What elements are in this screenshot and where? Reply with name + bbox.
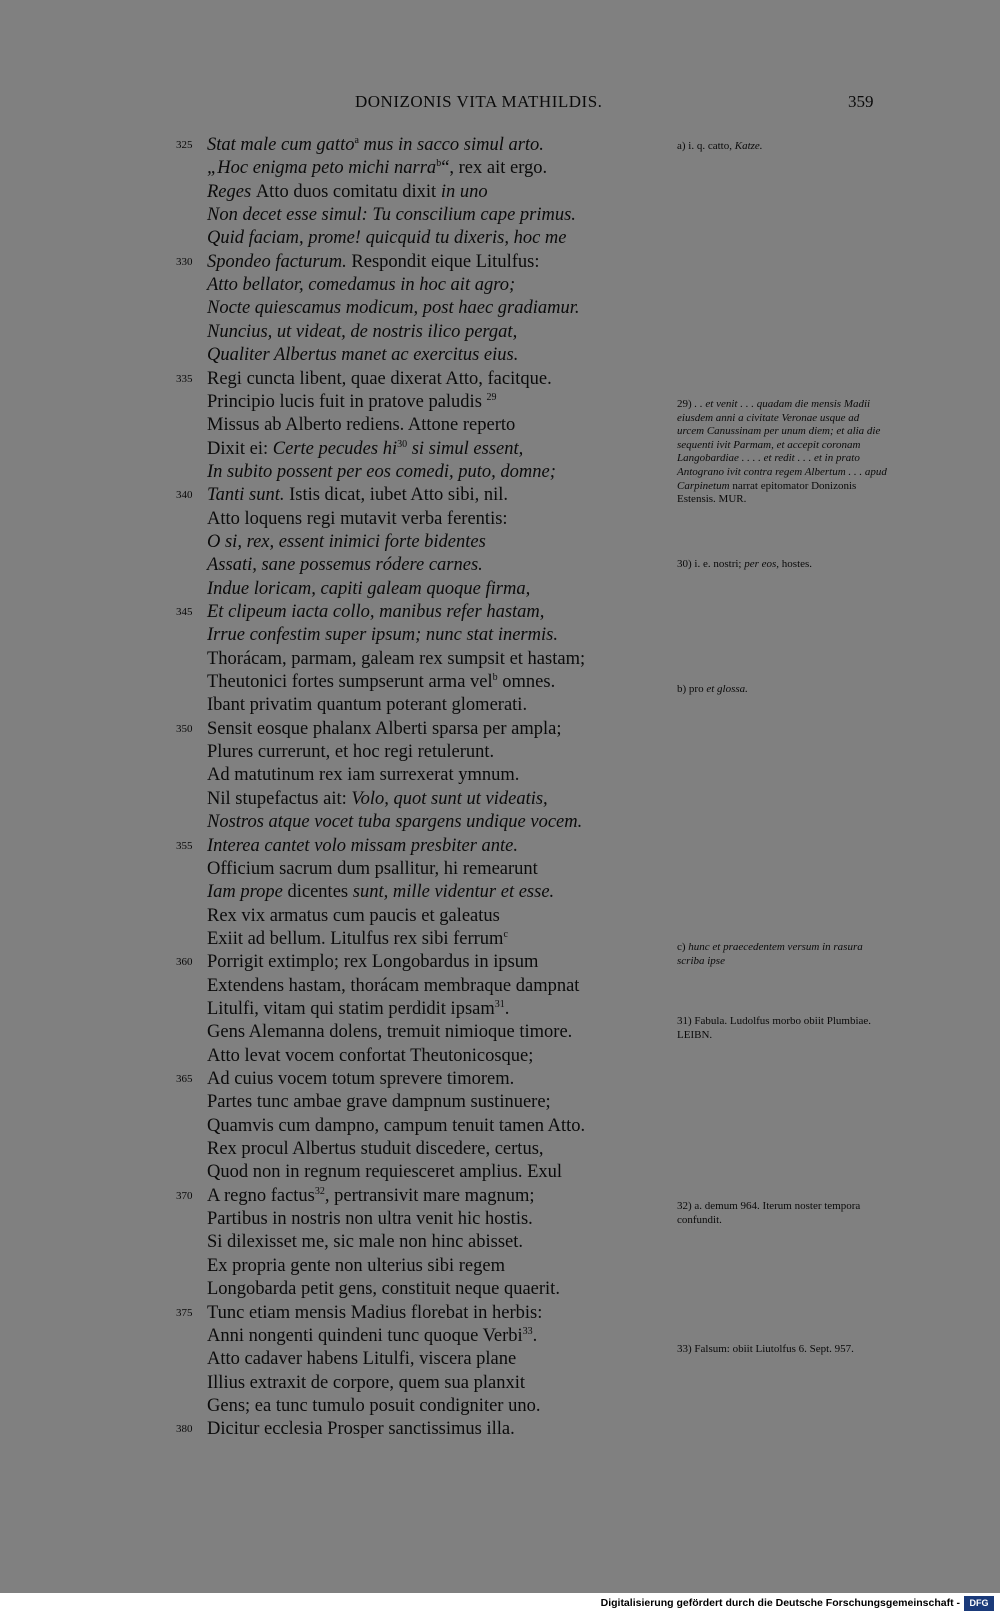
verse-line bbox=[0, 414, 660, 438]
verse-text: Iam prope dicentes sunt, mille videntur et esse. bbox=[207, 882, 555, 903]
verse-line bbox=[0, 391, 660, 415]
verse-line bbox=[0, 1045, 660, 1069]
line-number: 350 bbox=[176, 722, 193, 735]
verse-line bbox=[0, 811, 660, 835]
verse-text: Spondeo facturum. Respondit eique Litulfus: bbox=[207, 251, 540, 272]
verse-line bbox=[0, 344, 660, 368]
verse-text: Theutonici fortes sumpserunt arma vel$^b$ omnes. bbox=[207, 671, 556, 693]
footnote: c) hunc et praecedentem versum in rasura scriba ipse bbox=[677, 941, 863, 967]
verse-line bbox=[0, 1325, 660, 1349]
verse-text: Stat male cum gatto$^a$ mus in sacco simul arto. bbox=[207, 134, 544, 155]
verse-line bbox=[0, 204, 660, 228]
line-number: 330 bbox=[176, 255, 193, 268]
verse-text: Quod non in regnum requiesceret amplius. Exul bbox=[207, 1162, 563, 1183]
verse-text: Atto levat vocem confortat Theutonicosque; bbox=[207, 1045, 534, 1066]
footnote: 29) . . et venit . . . quadam die mensis Madii eiusdem anni a civitate Veronae usque ad urcem Canussinam per unum diem; et alia die sequenti ivit Parmam, et accepit coronam Langobardiae . . . . et redit . . . et in prato Antograno ivit contra regem Albertum . . . apud Carpinetum narrat epitomator Donizonis Estensis. MUR. bbox=[677, 398, 887, 506]
verse-text: Si dilexisset me, sic male non hinc abisset. bbox=[207, 1232, 523, 1253]
verse-line bbox=[0, 461, 660, 485]
verse-line bbox=[0, 274, 660, 298]
footnote: b) pro et glossa. bbox=[677, 683, 748, 695]
verse-line bbox=[0, 1418, 660, 1442]
verse-text: Ad matutinum rex iam surrexerat ymnum. bbox=[207, 765, 520, 786]
verse-text: Irrue confestim super ipsum; nunc stat inermis. bbox=[207, 625, 558, 646]
verse-text: Nil stupefactus ait: Volo, quot sunt ut videatis, bbox=[207, 788, 548, 809]
verse-line bbox=[0, 181, 660, 205]
verse-text: Regi cuncta libent, quae dixerat Atto, facitque. bbox=[207, 368, 552, 389]
verse-text: In subito possent per eos comedi, puto, domne; bbox=[207, 461, 556, 482]
verse-line bbox=[0, 227, 660, 251]
verse-line bbox=[0, 134, 660, 158]
line-number: 345 bbox=[176, 606, 193, 618]
verse-text: Quid faciam, prome! quicquid tu dixeris, hoc me bbox=[207, 228, 567, 249]
line-number: 325 bbox=[176, 139, 193, 151]
verse-line bbox=[0, 321, 660, 345]
verse-text: Plures currerunt, et hoc regi retulerunt. bbox=[207, 742, 495, 763]
verse-text: Tanti sunt. Istis dicat, iubet Atto sibi, nil. bbox=[207, 485, 509, 506]
verse-text: Litulfi, vitam qui statim perdidit ipsam$^{31}$. bbox=[207, 998, 510, 1019]
verse-text: Gens; ea tunc tumulo posuit condigniter uno. bbox=[207, 1395, 541, 1416]
verse-text: Assati, sane possemus ródere carnes. bbox=[207, 555, 483, 576]
verse-line bbox=[0, 671, 660, 695]
verse-line bbox=[0, 1372, 660, 1396]
line-number: 375 bbox=[176, 1306, 193, 1319]
verse-text: „Hoc enigma peto michi narra$^b$“, rex ait ergo. bbox=[207, 158, 548, 179]
verse-text: Dicitur ecclesia Prosper sanctissimus illa. bbox=[207, 1419, 515, 1440]
verse-line bbox=[0, 1255, 660, 1279]
verse-line bbox=[0, 438, 660, 462]
verse-line bbox=[0, 951, 660, 975]
verse-text: Atto loquens regi mutavit verba ferentis: bbox=[207, 508, 508, 529]
verse-text: Rex procul Albertus studuit discedere, certus, bbox=[207, 1139, 544, 1160]
verse-line bbox=[0, 788, 660, 812]
verse-text: Reges Atto duos comitatu dixit in uno bbox=[207, 181, 488, 202]
verse-line bbox=[0, 741, 660, 765]
running-title: DONIZONIS VITA MATHILDIS. bbox=[355, 92, 603, 111]
line-number: 355 bbox=[176, 839, 193, 852]
page-number: 359 bbox=[848, 92, 874, 111]
verse-text: Ad cuius vocem totum sprevere timorem. bbox=[207, 1069, 515, 1089]
verse-line bbox=[0, 531, 660, 555]
line-number: 335 bbox=[176, 372, 193, 385]
verse-text: Ibant privatim quantum poterant glomerati. bbox=[207, 695, 528, 716]
verse-text: Rex vix armatus cum paucis et galeatus bbox=[207, 905, 500, 926]
verse-line bbox=[0, 1138, 660, 1162]
verse-text: Et clipeum iacta collo, manibus refer hastam, bbox=[207, 602, 545, 622]
verse-text: Officium sacrum dum psallitur, hi remearunt bbox=[207, 858, 538, 879]
verse-text: Tunc etiam mensis Madius florebat in herbis: bbox=[207, 1302, 543, 1323]
verse-line bbox=[0, 1278, 660, 1302]
verse-text: Atto bellator, comedamus in hoc ait agro; bbox=[207, 275, 516, 296]
verse-line bbox=[0, 648, 660, 672]
footnote: a) i. q. catto, Katze. bbox=[677, 140, 763, 152]
verse-text: Longobarda petit gens, constituit neque quaerit. bbox=[207, 1279, 560, 1300]
verse-text: O si, rex, essent inimici forte bidentes bbox=[207, 531, 486, 552]
line-number: 340 bbox=[176, 489, 193, 502]
verse-line bbox=[0, 975, 660, 999]
verse-line bbox=[0, 998, 660, 1022]
footnote: 32) a. demum 964. Iterum noster tempora confundit. bbox=[677, 1200, 861, 1226]
verse-text: Interea cantet volo missam presbiter ante. bbox=[207, 835, 519, 856]
verse-line bbox=[0, 251, 660, 275]
verse-text: Atto cadaver habens Litulfi, viscera plane bbox=[207, 1349, 517, 1370]
footer-bar bbox=[0, 1593, 1000, 1615]
verse-line bbox=[0, 508, 660, 532]
verse-text: Ex propria gente non ulterius sibi regem bbox=[207, 1255, 505, 1276]
verse-line bbox=[0, 881, 660, 905]
verse-line bbox=[0, 928, 660, 952]
verse-line bbox=[0, 1161, 660, 1185]
footnote: 30) i. e. nostri; per eos, hostes. bbox=[677, 558, 813, 570]
line-number: 360 bbox=[176, 956, 193, 969]
verse-text: Partibus in nostris non ultra venit hic hostis. bbox=[207, 1209, 533, 1230]
verse-line bbox=[0, 157, 660, 181]
verse-line bbox=[0, 554, 660, 578]
verse-line bbox=[0, 858, 660, 882]
verse-text: Sensit eosque phalanx Alberti sparsa per ampla; bbox=[207, 718, 562, 739]
verse-text: Principio lucis fuit in pratove paludis $^{29}$ bbox=[207, 391, 497, 412]
verse-line bbox=[0, 1208, 660, 1232]
verse-text: Qualiter Albertus manet ac exercitus eius. bbox=[207, 345, 519, 366]
footnote: 31) Fabula. Ludolfus morbo obiit Plumbiae. LEIBN. bbox=[677, 1015, 872, 1041]
verse-line bbox=[0, 1231, 660, 1255]
verse-line bbox=[0, 578, 660, 602]
verse-line bbox=[0, 1185, 660, 1209]
verse-line bbox=[0, 718, 660, 742]
verse-line bbox=[0, 1021, 660, 1045]
verse-text: Non decet esse simul: Tu conscilium cape primus. bbox=[207, 205, 576, 226]
line-number: 365 bbox=[176, 1073, 193, 1085]
verse-text: Quamvis cum dampno, campum tenuit tamen Atto. bbox=[207, 1115, 586, 1136]
verse-text: Anni nongenti quindeni tunc quoque Verbi$^{33}$. bbox=[207, 1325, 538, 1346]
verse-text: Dixit ei: Certe pecudes $hi^{30}$ si simul essent, bbox=[207, 438, 524, 459]
line-number: 370 bbox=[176, 1189, 193, 1202]
verse-line bbox=[0, 1395, 660, 1419]
verse-line bbox=[0, 694, 660, 718]
dfg-logo-icon: DFG bbox=[964, 1596, 994, 1611]
verse-line bbox=[0, 368, 660, 392]
verse-line bbox=[0, 835, 660, 859]
verse-text: Nostros atque vocet tuba spargens undique vocem. bbox=[207, 812, 583, 833]
verse-text: Nuncius, ut videat, de nostris ilico pergat, bbox=[207, 321, 518, 342]
footer-credit: Digitalisierung gefördert durch die Deutsche Forschungsgemeinschaft - bbox=[600, 1597, 960, 1609]
verse-line bbox=[0, 764, 660, 788]
verse-text: Porrigit extimplo; rex Longobardus in ipsum bbox=[207, 952, 539, 973]
verse-line bbox=[0, 601, 660, 625]
verse-line bbox=[0, 1115, 660, 1139]
verse-text: Missus ab Alberto rediens. Attone reperto bbox=[207, 415, 516, 436]
verse-text: Illius extraxit de corpore, quem sua planxit bbox=[207, 1372, 526, 1393]
verse-line bbox=[0, 1091, 660, 1115]
verse-text: Partes tunc ambae grave dampnum sustinuere; bbox=[207, 1092, 551, 1113]
verse-text: Gens Alemanna dolens, tremuit nimioque timore. bbox=[207, 1022, 573, 1043]
verse-text: A regno factus$^{32}$, pertransivit mare magnum; bbox=[207, 1185, 535, 1206]
verse-text: Exiit ad bellum. Litulfus rex sibi ferrum$^c$ bbox=[207, 928, 508, 949]
verse-text: Nocte quiescamus modicum, post haec gradiamur. bbox=[207, 298, 580, 319]
verse-line bbox=[0, 297, 660, 321]
verse-line bbox=[0, 484, 660, 508]
footnote: 33) Falsum: obiit Liutolfus 6. Sept. 957. bbox=[677, 1343, 854, 1355]
verse-text: Indue loricam, capiti galeam quoque firma, bbox=[207, 578, 531, 599]
verse-line bbox=[0, 905, 660, 929]
verse-text: Extendens hastam, thorácam membraque dampnat bbox=[207, 975, 580, 996]
verse-line bbox=[0, 624, 660, 648]
verse-text: Thorácam, parmam, galeam rex sumpsit et hastam; bbox=[207, 648, 586, 669]
verse-line bbox=[0, 1348, 660, 1372]
verse-line bbox=[0, 1068, 660, 1092]
line-number: 380 bbox=[176, 1423, 193, 1436]
verse-line bbox=[0, 1302, 660, 1326]
